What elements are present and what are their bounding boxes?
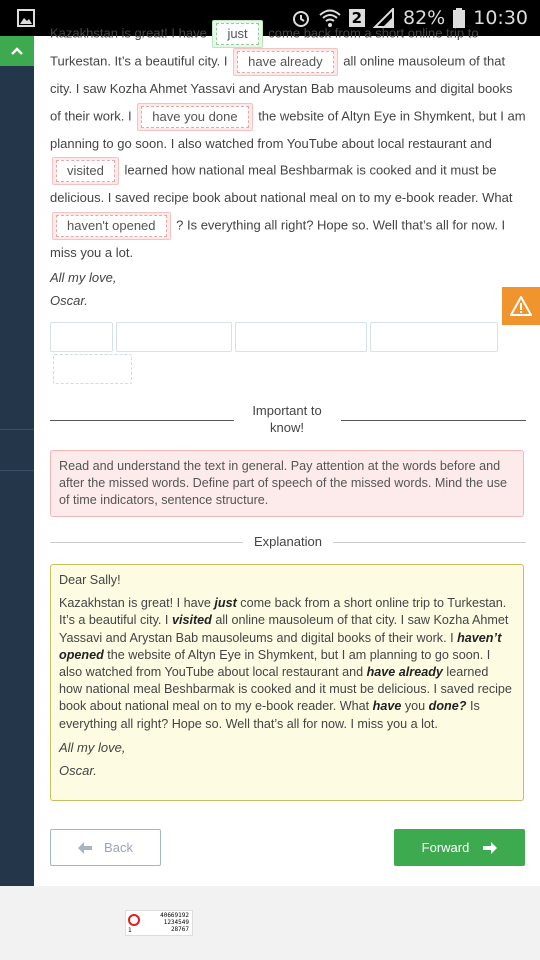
answer-chip[interactable]: just [216, 23, 258, 45]
answer-chip[interactable]: have already [237, 51, 333, 73]
explanation-greeting: Dear Sally! [59, 573, 121, 587]
answer-slot[interactable] [370, 322, 498, 352]
letter-segment: the website of Altyn Eye in Shymkent, but I am planning to go soon. I also watched from YouTube about local restaurant and [50, 108, 526, 151]
divider [341, 420, 526, 421]
text-segment: Kazakhstan is great! I have [59, 596, 215, 611]
letter-segment: all online mausoleum of that city. I saw Kozha Ahmet Yassavi and Arystan Bab mausoleums and digital books of their work. I [50, 53, 513, 124]
counter-value: 1 [128, 927, 132, 934]
clock: 10:30 [473, 7, 528, 29]
answer-blank-5[interactable] [52, 212, 171, 240]
answer-highlight: have [372, 699, 402, 714]
letter-segment: Kazakhstan is great! I have [50, 25, 207, 41]
gallery-icon [17, 9, 35, 27]
important-heading: Important to know! [252, 403, 322, 435]
arrow-right-icon [483, 842, 497, 854]
divider [50, 420, 234, 421]
letter-segment: learned how national meal Beshbarmak is cooked and it must be delicious. I saved recipe book about national meal on to my e-book reader. What [50, 162, 513, 206]
page-footer [0, 886, 540, 960]
collapse-button[interactable] [0, 36, 34, 66]
battery-percent: 82% [403, 7, 446, 29]
text-segment: Is everything all right? Hope so. Well that’s all for now. I miss you a lot. [59, 699, 480, 731]
letter-segment: ? Is everything all right? Hope so. Well that’s all for now. I miss you a lot. [50, 217, 506, 260]
answer-highlight: done? [428, 699, 467, 714]
letter-signature: Oscar. [50, 293, 88, 309]
sim-badge: 2 [349, 9, 365, 27]
counter-logo-icon [128, 914, 140, 926]
answer-blank-3[interactable] [137, 103, 252, 131]
forward-button[interactable] [394, 829, 525, 866]
arrow-left-icon [78, 842, 92, 854]
divider [50, 542, 243, 543]
text-segment: all online mausoleum of that city. I saw Kozha Ahmet Yassavi and Arystan Bab mausoleums and digital books of their work. I [59, 613, 509, 645]
answer-highlight: just [214, 596, 237, 611]
important-text: Read and understand the text in general. Pay attention at the words before and after the missed words. Define part of speech of the missed words. Mind the use of time indicators, sentence structure. [59, 459, 507, 507]
answer-slot[interactable] [50, 322, 113, 352]
text-segment: the website of Altyn Eye in Shymkent, but I am planning to go soon. I also watched from YouTube about local restaurant and [59, 647, 491, 680]
visit-counter [125, 910, 193, 936]
answer-highlight: haven’t opened [59, 630, 502, 662]
letter-segment: come back from a short online trip to Turkestan. It’s a beautiful city. I [50, 25, 479, 69]
answer-chip[interactable]: visited [56, 160, 115, 182]
important-note [50, 450, 524, 517]
sidebar-divider [0, 429, 34, 430]
explanation-body [59, 595, 515, 733]
answer-slot[interactable] [53, 354, 132, 384]
letter-text [50, 20, 526, 312]
text-segment: learned how national meal Beshbarmak is cooked and it must be delicious. I saved recipe book about national meal on to my e-book reader. What [59, 665, 512, 714]
counter-value: 1234549 [163, 919, 189, 926]
answer-slot[interactable] [235, 322, 367, 352]
explanation-heading: Explanation [254, 534, 322, 549]
answer-slot[interactable] [116, 322, 232, 352]
back-label: Back [104, 840, 133, 855]
answer-highlight: have already [366, 665, 443, 680]
counter-value: 28767 [170, 926, 189, 933]
important-header [50, 402, 526, 438]
text-segment: you [401, 699, 429, 714]
divider [333, 542, 526, 543]
forward-label: Forward [421, 840, 470, 855]
back-button[interactable] [50, 829, 161, 866]
sidebar-divider [0, 470, 34, 471]
answer-blank-4[interactable] [52, 157, 119, 185]
answer-chip[interactable]: haven't opened [56, 215, 167, 237]
answer-bank [50, 322, 526, 384]
answer-blank-1[interactable] [212, 20, 262, 48]
counter-value: 40669192 [160, 912, 189, 919]
explanation-closing: All my love, [59, 739, 126, 755]
answer-highlight: visited [171, 613, 212, 628]
explanation-header [50, 533, 526, 550]
answer-blank-2[interactable] [233, 48, 337, 76]
answer-chip[interactable]: have you done [141, 106, 248, 128]
sidebar [0, 36, 34, 886]
letter-closing: All my love, [50, 270, 117, 286]
explanation-signature: Oscar. [59, 763, 97, 779]
chevron-up-icon [11, 46, 23, 56]
explanation-box [50, 564, 524, 801]
text-segment: come back from a short online trip to Turkestan. It’s a beautiful city. I [59, 596, 507, 628]
counter-values [160, 912, 189, 933]
